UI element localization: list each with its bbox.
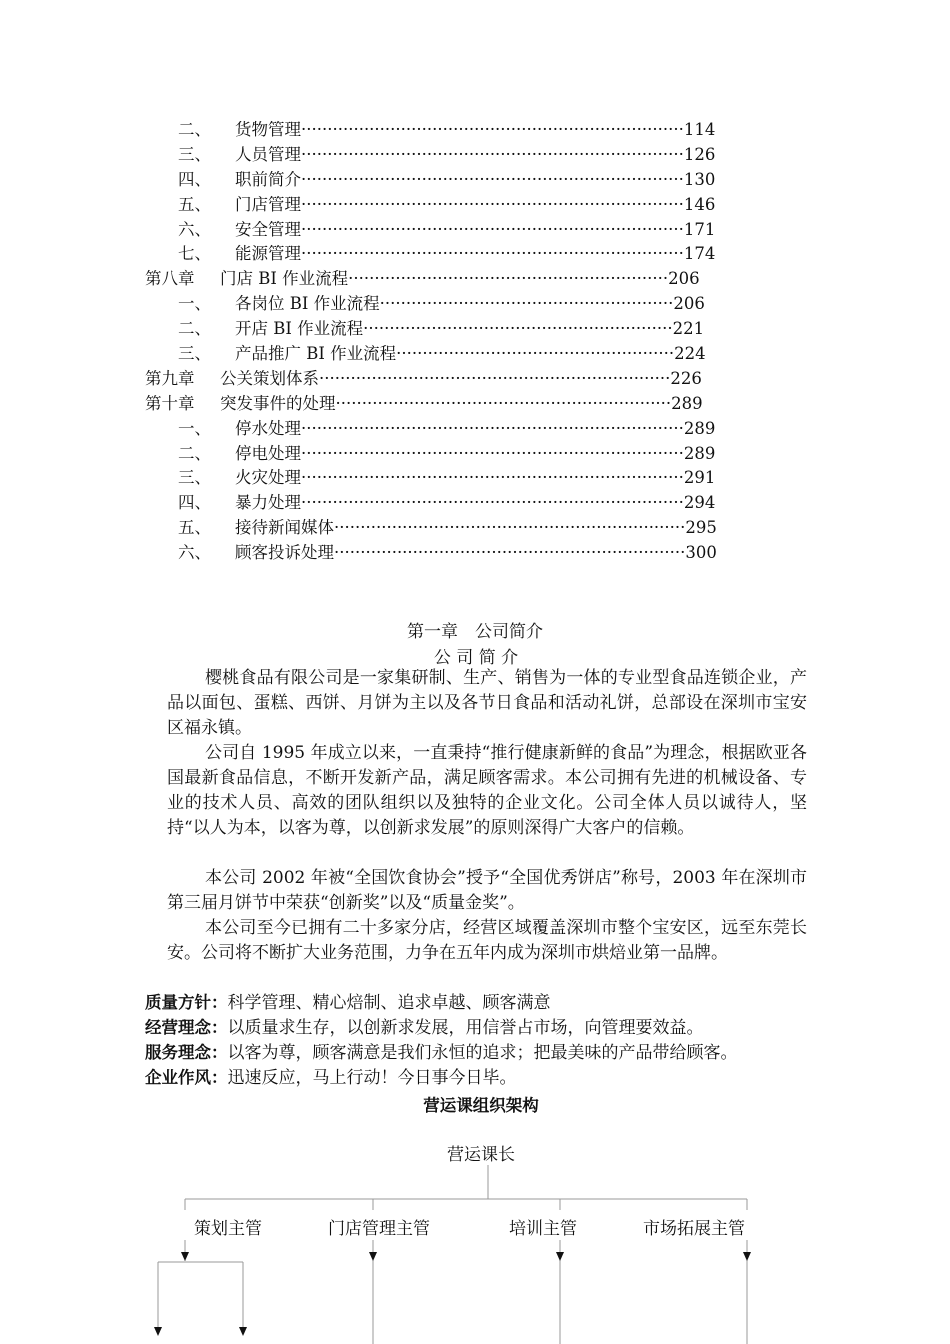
toc-title: 接待新闻媒体···································································295 — [235, 518, 717, 538]
toc-leader: ········································································· — [301, 244, 684, 264]
toc-leader: ························································ — [379, 294, 674, 314]
toc-leader: ········································································· — [301, 219, 684, 239]
toc-number: 二、 — [178, 319, 211, 339]
toc-page: 114 — [683, 120, 716, 139]
motto-text: 科学管理、精心焙制、追求卓越、顾客满意 — [227, 993, 551, 1013]
toc-number: 六、 — [178, 219, 211, 239]
toc-number: 一、 — [178, 418, 211, 438]
toc-leader: ········································································· — [301, 493, 684, 513]
toc-title: 顾客投诉处理···································································300 — [235, 543, 717, 563]
toc-page: 221 — [672, 319, 705, 339]
toc-leader: ··································································· — [334, 543, 686, 563]
toc-number: 三、 — [178, 144, 211, 164]
toc-title: 人员管理·········································································126 — [235, 144, 716, 164]
arrow-down-icon — [556, 1252, 564, 1261]
toc-number: 二、 — [178, 120, 211, 139]
toc-leader: ········································································· — [301, 144, 684, 164]
org-node-store-management: 门店管理主管 — [328, 1219, 430, 1239]
toc-number: 六、 — [178, 543, 211, 563]
toc-title: 停水处理·········································································289 — [235, 418, 716, 438]
toc-page: 174 — [683, 244, 716, 264]
toc-number: 五、 — [178, 194, 211, 214]
toc-leader: ········································································· — [301, 418, 684, 438]
toc-title: 门店 BI 作业流程·····························································206 — [220, 269, 700, 289]
motto-text: 以客为尊，顾客满意是我们永恒的追求；把最美味的产品带给顾客。 — [227, 1043, 738, 1063]
chapter-heading: 第一章 公司简介 — [407, 622, 543, 642]
motto-label: 企业作风： — [145, 1068, 228, 1087]
motto-label: 经营理念： — [145, 1018, 228, 1037]
toc-leader: ········································································· — [301, 468, 684, 488]
org-node-planning: 策划主管 — [194, 1219, 262, 1239]
branches-paragraph: 本公司至今已拥有二十多家分店，经营区域覆盖深圳市整个宝安区，远至东莞长安。公司将不断扩大业务范围，力争在五年内成为深圳市烘焙业第一品牌。 — [167, 918, 807, 963]
org-node-market-expansion: 市场拓展主管 — [643, 1219, 745, 1239]
toc-leader: ··································································· — [319, 368, 671, 388]
history-paragraph: 公司自 1995 年成立以来，一直秉持“推行健康新鲜的食品”为理念，根据欧亚各国最新食品信息，不断开发新产品，满足顾客需求。本公司拥有先进的机械设备、专业的技术人员、高效的团队组织以及独特的企业文化。公司全体人员以诚待人，坚持“以人为本，以客为尊，以创新求发展”的原则深得广大客户的信赖。 — [167, 743, 807, 838]
arrow-down-icon — [743, 1252, 751, 1261]
toc-number: 二、 — [178, 443, 211, 463]
arrow-down-icon — [181, 1252, 189, 1261]
toc-title: 暴力处理·········································································294 — [235, 493, 716, 513]
toc-page: 226 — [670, 368, 702, 388]
toc-number: 三、 — [178, 468, 211, 488]
org-chart-title: 营运课组织架构 — [423, 1096, 539, 1115]
toc-page: 146 — [683, 194, 716, 214]
toc-number: 五、 — [178, 518, 211, 538]
toc-page: 295 — [685, 518, 717, 538]
toc-number: 第十章 — [145, 393, 195, 413]
motto-text: 迅速反应，马上行动！今日事今日毕。 — [227, 1068, 517, 1088]
toc-leader: ········································································· — [301, 120, 684, 139]
arrow-down-icon — [369, 1252, 377, 1261]
toc-title: 职前简介·········································································130 — [235, 169, 716, 189]
arrow-down-icon — [154, 1327, 162, 1336]
arrow-down-icon — [239, 1327, 247, 1336]
toc-leader: ··························································· — [363, 319, 673, 339]
toc-leader: ··································································· — [334, 518, 686, 538]
toc-number: 七、 — [178, 244, 211, 264]
org-node-root: 营运课长 — [447, 1145, 515, 1165]
toc-page: 294 — [683, 493, 716, 513]
toc-page: 171 — [683, 219, 716, 239]
toc-page: 289 — [683, 443, 716, 463]
toc-title: 产品推广 BI 作业流程·····················································224 — [235, 344, 706, 364]
toc-page: 126 — [683, 144, 716, 164]
toc-leader: ········································································· — [301, 443, 684, 463]
section-heading: 公 司 简 介 — [433, 648, 519, 668]
motto-label: 质量方针： — [145, 993, 228, 1012]
toc-page: 206 — [673, 294, 705, 314]
toc-leader: ····················································· — [396, 344, 675, 364]
toc-page: 206 — [668, 269, 700, 289]
toc-leader: ································································ — [335, 393, 672, 413]
toc-title: 货物管理·········································································114 — [235, 120, 716, 139]
toc-page: 291 — [683, 468, 716, 488]
toc-number: 第八章 — [145, 269, 195, 289]
toc-number: 四、 — [178, 493, 211, 513]
toc-page: 289 — [671, 393, 703, 413]
toc-number: 四、 — [178, 169, 211, 189]
toc-number: 三、 — [178, 344, 211, 364]
toc-page: 300 — [685, 543, 717, 563]
toc-title: 门店管理·········································································146 — [235, 194, 716, 214]
org-node-training: 培训主管 — [509, 1219, 577, 1239]
toc-leader: ····························································· — [348, 269, 669, 289]
motto-label: 服务理念： — [145, 1043, 228, 1062]
toc-page: 224 — [674, 344, 706, 364]
toc-page: 130 — [683, 169, 716, 189]
toc-number: 一、 — [178, 294, 211, 314]
toc-page: 289 — [683, 418, 716, 438]
toc-leader: ········································································· — [301, 194, 684, 214]
toc-leader: ········································································· — [301, 169, 684, 189]
toc-title: 突发事件的处理································································289 — [220, 393, 703, 413]
toc-title: 能源管理·········································································174 — [235, 244, 716, 264]
toc-title: 各岗位 BI 作业流程························································206 — [235, 294, 705, 314]
toc-title: 公关策划体系···································································226 — [220, 368, 702, 388]
toc-number: 第九章 — [145, 368, 195, 388]
toc-title: 开店 BI 作业流程···························································221 — [235, 319, 705, 339]
motto-text: 以质量求生存，以创新求发展，用信誉占市场，向管理要效益。 — [227, 1018, 704, 1038]
toc-title: 停电处理·········································································289 — [235, 443, 716, 463]
awards-paragraph: 本公司 2002 年被“全国饮食协会”授予“全国优秀饼店”称号，2003 年在深圳市第三届月饼节中荣获“创新奖”以及“质量金奖”。 — [167, 868, 807, 913]
intro-paragraph: 樱桃食品有限公司是一家集研制、生产、销售为一体的专业型食品连锁企业，产品以面包、蛋糕、西饼、月饼为主以及各节日食品和活动礼饼，总部设在深圳市宝安区福永镇。 — [167, 668, 807, 738]
toc-title: 火灾处理·········································································291 — [235, 468, 716, 488]
toc-title: 安全管理·········································································171 — [235, 219, 716, 239]
